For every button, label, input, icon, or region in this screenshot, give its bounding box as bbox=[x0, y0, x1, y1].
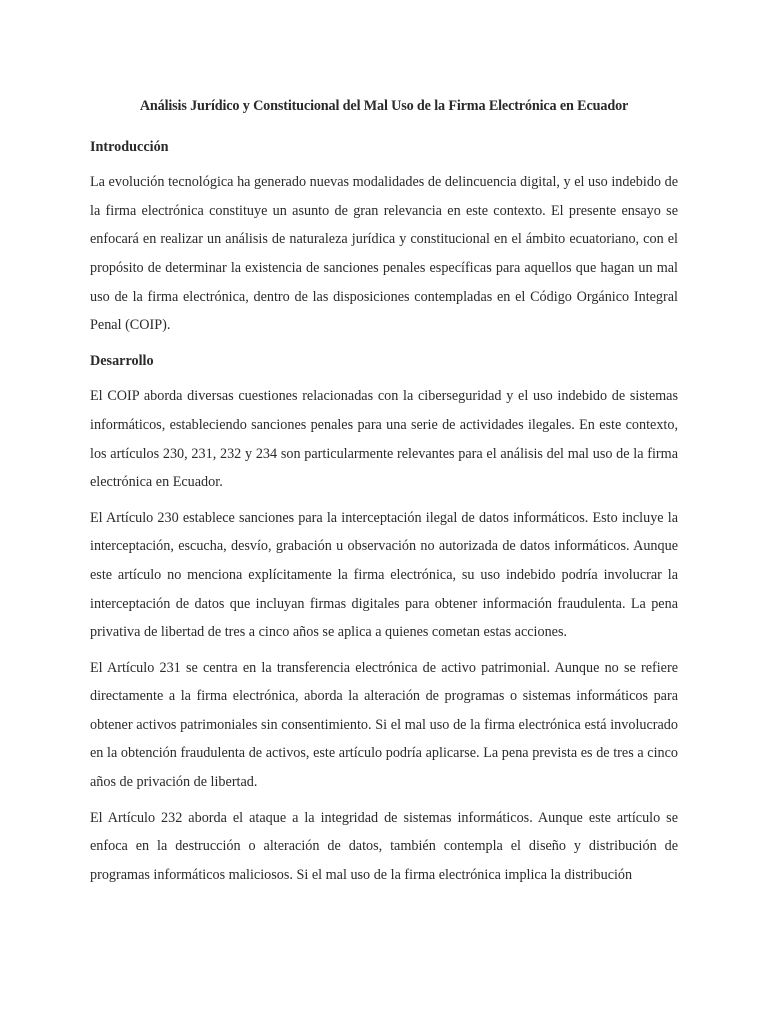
paragraph: El Artículo 232 aborda el ataque a la integridad de sistemas informáticos. Aunque este artículo se enfoca en la destrucción o alteración de datos, también contempla el diseño y distribución de programas informáticos maliciosos. Si el mal uso de la firma electrónica implica la distribución bbox=[90, 809, 678, 883]
section-heading-introduccion: Introducción bbox=[90, 138, 169, 155]
paragraph: El COIP aborda diversas cuestiones relacionadas con la ciberseguridad y el uso indebido de sistemas informáticos, estableciendo sanciones penales para una serie de actividades ilegales. En este contexto, los artículos 230, 231, 232 y 234 son particularmente relevantes para el análisis del mal uso de la firma electrónica en Ecuador. bbox=[90, 388, 678, 491]
paragraph: El Artículo 230 establece sanciones para la interceptación ilegal de datos informáticos. Esto incluye la interceptación, escucha, desvío, grabación u observación no autorizada de datos informáticos. Aunque este artículo no menciona explícitamente la firma electrónica, su uso indebido podría involucrar la interceptación de datos que incluyan firmas digitales para obtener información fraudulenta. La pena privativa de libertad de tres a cinco años se aplica a quienes cometan estas acciones. bbox=[90, 509, 678, 641]
document-title: Análisis Jurídico y Constitucional del Mal Uso de la Firma Electrónica en Ecuador bbox=[139, 98, 629, 114]
document-body bbox=[90, 92, 678, 896]
paragraph: El Artículo 231 se centra en la transferencia electrónica de activo patrimonial. Aunque no se refiere directamente a la firma electrónica, aborda la alteración de programas o sistemas informáticos para obtener activos patrimoniales sin consentimiento. Si el mal uso de la firma electrónica está involucrado en la obtención fraudulenta de activos, este artículo podría aplicarse. La pena prevista es de tres a cinco años de privación de libertad. bbox=[90, 659, 678, 791]
paragraph: La evolución tecnológica ha generado nuevas modalidades de delincuencia digital, y el uso indebido de la firma electrónica constituye un asunto de gran relevancia en este contexto. El presente ensayo se enfocará en realizar un análisis de naturaleza jurídica y constitucional en el ámbito ecuatoriano, con el propósito de determinar la existencia de sanciones penales específicas para aquellos que hagan un mal uso de la firma electrónica, dentro de las disposiciones contempladas en el Código Orgánico Integral Penal (COIP). bbox=[90, 174, 678, 334]
section-heading-desarrollo: Desarrollo bbox=[90, 352, 154, 369]
